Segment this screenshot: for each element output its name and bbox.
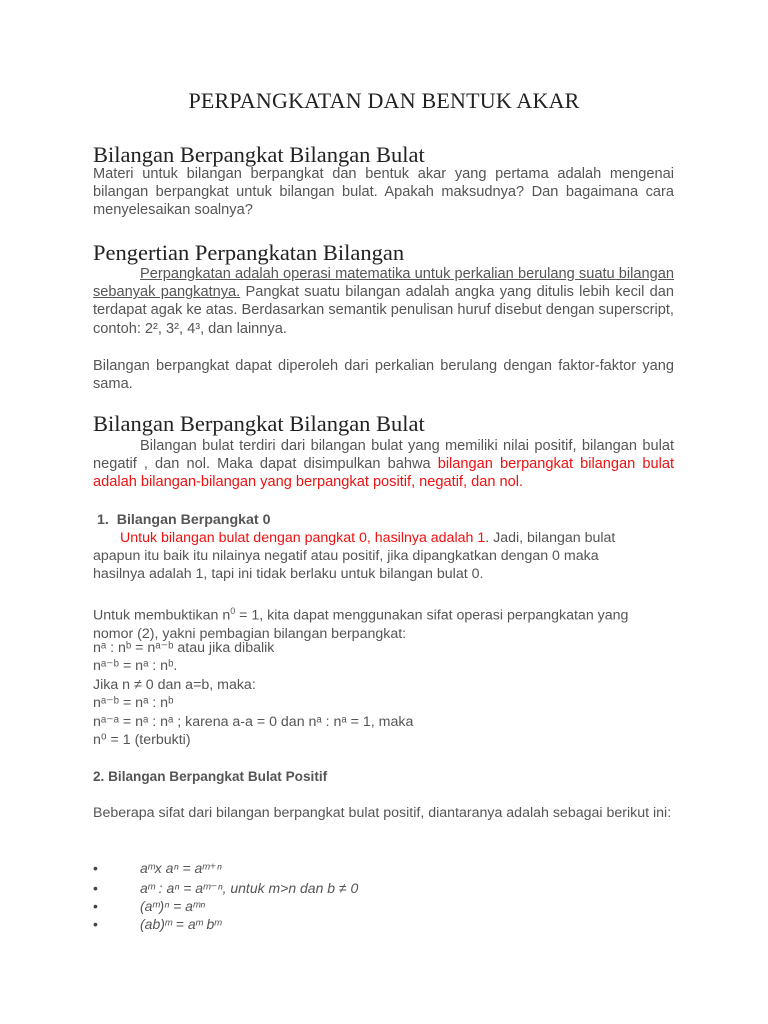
definition-underlined: Perpangkatan adalah operasi matematika untuk perkalian berulang suatu bilangan sebanyak pangkatnya. [93,266,674,301]
section2-paragraph-2: Bilangan berpangkat dapat diperoleh dari perkalian berulang dengan faktor-faktor yang sama. [93,358,674,393]
proof-intro-a: Untuk membuktikan n [93,607,231,624]
page-title: PERPANGKATAN DAN BENTUK AKAR [188,88,580,113]
bullet-text: (ab)ᵐ = aᵐ bᵐ [140,916,222,932]
bullet-icon: • [93,880,98,896]
proof-intro-b: = 1, kita dapat menggunakan sifat operasi perpangkatan yang nomor (2), yakni pembagian bilangan berpangkat: [93,607,629,642]
item1-highlight: Untuk bilangan bulat dengan pangkat 0, hasilnya adalah 1 [120,530,486,546]
item2-intro: Beberapa sifat dari bilangan berpangkat bulat positif, diantaranya adalah sebagai berikut ini: [93,805,672,821]
proof-intro [93,602,663,643]
section3-end: . [518,474,524,491]
proof-line-2: nᵃ⁻ᵇ = nᵃ : nᵇ. [93,658,178,674]
definition-rest: Pangkat suatu bilangan adalah angka yang ditulis lebih kecil dan terdapat agak ke atas. Berdasarkan semantik penulisan huruf disebut dengan superscript, contoh: 2², 3², 4³, dan lainnya. [93,284,674,337]
proof-line-6: n⁰ = 1 (terbukti) [93,732,191,748]
section1-heading: Bilangan Berpangkat Bilangan Bulat [93,142,425,167]
section1-text: Materi untuk bilangan berpangkat dan bentuk akar yang pertama adalah mengenai bilangan berpangkat untuk bilangan bulat. Apakah maksudnya? Dan bagaimana cara menyelesaikan soalnya? [93,166,674,219]
section3-plain: Bilangan bulat terdiri dari bilangan bulat yang memiliki nilai positif, bilangan bulat negatif , dan nol. Maka dapat disimpulkan bahwa [93,438,674,473]
section3-paragraph [93,437,674,492]
section2-paragraph-1 [93,265,674,338]
item1-rest: . Jadi, bilangan bulat apapun itu baik itu nilainya negatif atau positif, jika dipangkatkan dengan 0 maka hasilnya adalah 1, tapi ini tidak berlaku untuk bilangan bulat 0. [93,530,616,583]
proof-intro-sup: 0 [230,606,236,616]
section3-highlight: bilangan berpangkat bilangan bulat adalah bilangan-bilangan yang berpangkat positif, negatif, dan nol [93,456,674,491]
bullet-text: aᵐx aⁿ = aᵐ⁺ⁿ [140,860,222,876]
item1-title: Bilangan Berpangkat 0 [116,512,271,528]
item1-heading [97,511,270,529]
item2-heading: 2. Bilangan Berpangkat Bulat Positif [93,769,328,784]
item1-paragraph [93,529,653,584]
section3-heading: Bilangan Berpangkat Bilangan Bulat [93,411,425,436]
bullet-text: (aᵐ)ⁿ = aᵐⁿ [140,898,206,914]
proof-line-4: nᵃ⁻ᵇ = nᵃ : nᵇ [93,695,174,711]
bullet-text: aᵐ : aⁿ = aᵐ⁻ⁿ, untuk m>n dan b ≠ 0 [140,880,359,896]
bullet-icon: • [93,898,98,914]
bullet-icon: • [93,916,98,932]
proof-line-1: nᵃ : nᵇ = nᵃ⁻ᵇ atau jika dibalik [93,640,275,656]
item1-number: 1. [97,512,109,528]
proof-line-3: Jika n ≠ 0 dan a=b, maka: [93,677,256,693]
section2-heading: Pengertian Perpangkatan Bilangan [93,240,405,265]
proof-line-5: nᵃ⁻ᵃ = nᵃ : nᵃ ; karena a-a = 0 dan nᵃ : nᵃ = 1, maka [93,714,414,730]
bullet-icon: • [93,860,98,876]
